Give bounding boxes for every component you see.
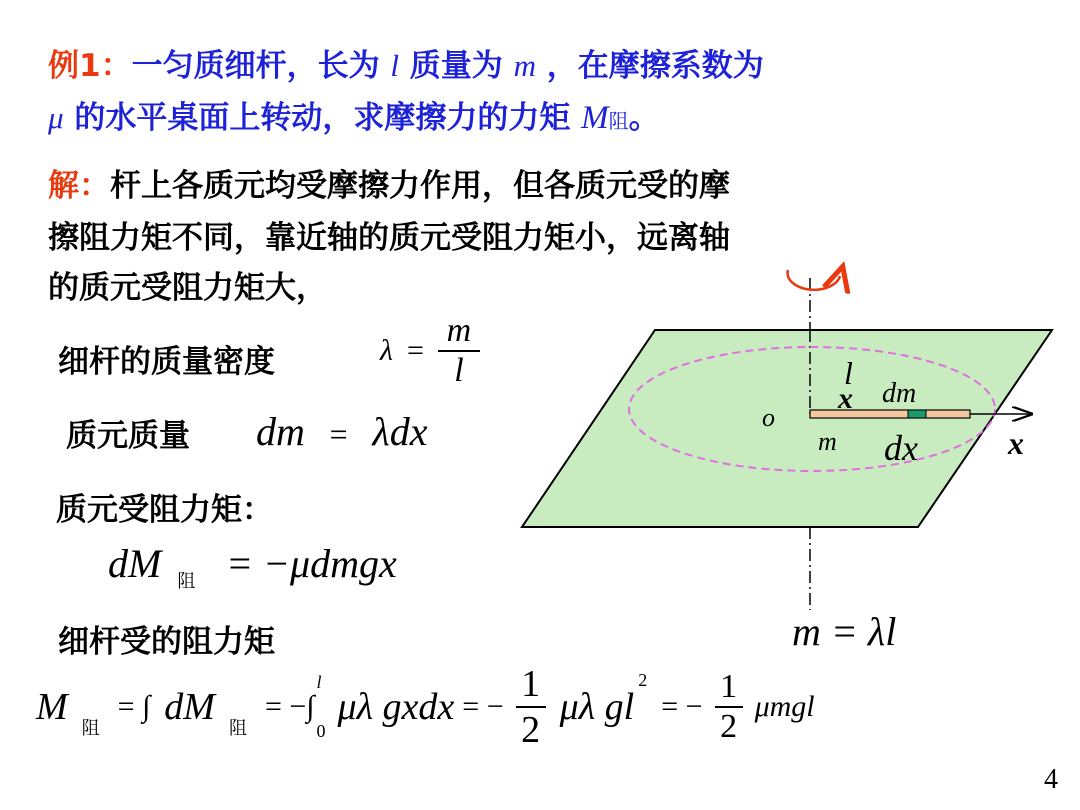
equals-integral: = ∫ xyxy=(117,690,151,723)
lambda-symbol: λ xyxy=(380,334,393,367)
var-M: M xyxy=(581,100,609,136)
equals-sign: = xyxy=(329,416,348,452)
page-number: 4 xyxy=(1044,764,1058,795)
equals-sign: = xyxy=(407,334,424,367)
element-length-label-dx: dx xyxy=(884,428,918,468)
torque-expression: = −μdmgx xyxy=(226,541,397,586)
denominator-two: 2 xyxy=(521,709,541,751)
M-symbol: M xyxy=(36,686,68,728)
length-label-l: l xyxy=(844,355,853,391)
table-plane xyxy=(522,330,1052,527)
subscript-zu: 阻 xyxy=(177,571,196,592)
solution-text-1: 杆上各质元均受摩擦力作用，但各质元受的摩 xyxy=(110,168,730,204)
rotation-direction-arrow xyxy=(788,270,840,290)
var-mu: μ xyxy=(48,100,64,135)
mass-relation: m = λl xyxy=(792,609,897,654)
density-label: 细杆的质量密度 xyxy=(58,344,275,380)
rod-torque-label: 细杆受的阻力矩 xyxy=(58,624,275,660)
subscript-zu-1: 阻 xyxy=(81,718,100,739)
problem-text-3: ，在摩擦系数为 xyxy=(546,48,764,84)
lower-limit: 0 xyxy=(316,721,326,741)
var-m: m xyxy=(513,48,536,83)
solution-line-3: 的质元受阻力矩大， xyxy=(48,270,327,306)
dm-symbol: dm xyxy=(256,409,305,454)
lambda-dx: λdx xyxy=(372,409,428,454)
numerator-one-2: 1 xyxy=(720,668,738,705)
solution-line-2: 擦阻力矩不同，靠近轴的质元受阻力矩小，远离轴 xyxy=(48,220,730,256)
fraction-denominator-l: l xyxy=(454,352,464,389)
var-l: l xyxy=(390,48,399,83)
sub-zu: 阻 xyxy=(608,109,629,133)
equals-minus-2: = − xyxy=(661,690,703,723)
dM-symbol-2: dM xyxy=(164,686,215,728)
dM-symbol: dM xyxy=(108,541,162,586)
denominator-two-2: 2 xyxy=(720,708,738,745)
x-axis-label: x xyxy=(1008,425,1024,461)
equals-minus-1: = − xyxy=(462,690,504,723)
mu-lambda-gl: μλ gl xyxy=(559,686,635,728)
element-mass-label: 质元质量 xyxy=(66,418,190,454)
position-label-x: x xyxy=(838,382,853,415)
exponent-two: 2 xyxy=(638,670,648,690)
problem-text-2: 质量为 xyxy=(409,48,503,84)
rod xyxy=(810,410,970,418)
element-label-dm: dm xyxy=(882,378,917,409)
element-torque-label: 质元受阻力矩： xyxy=(56,492,273,528)
solution-label: 解： xyxy=(48,168,110,204)
upper-limit: l xyxy=(316,672,322,692)
equals-minus-integral: = −∫ xyxy=(264,690,315,723)
rod-mass-label-m: m xyxy=(818,427,837,456)
mass-element-dm xyxy=(908,410,926,418)
problem-label: 例1： xyxy=(48,48,132,84)
fraction-numerator-m: m xyxy=(446,312,472,349)
problem-end: 。 xyxy=(628,100,660,136)
subscript-zu-2: 阻 xyxy=(228,718,247,739)
numerator-one: 1 xyxy=(521,663,541,705)
problem-text-1: 一匀质细杆，长为 xyxy=(131,48,380,84)
integrand: μλ gxdx xyxy=(337,686,455,728)
problem-text-4: 的水平桌面上转动，求摩擦力的力矩 xyxy=(74,100,571,136)
mu-mgl: μmgl xyxy=(754,690,815,723)
origin-label: o xyxy=(762,403,775,432)
